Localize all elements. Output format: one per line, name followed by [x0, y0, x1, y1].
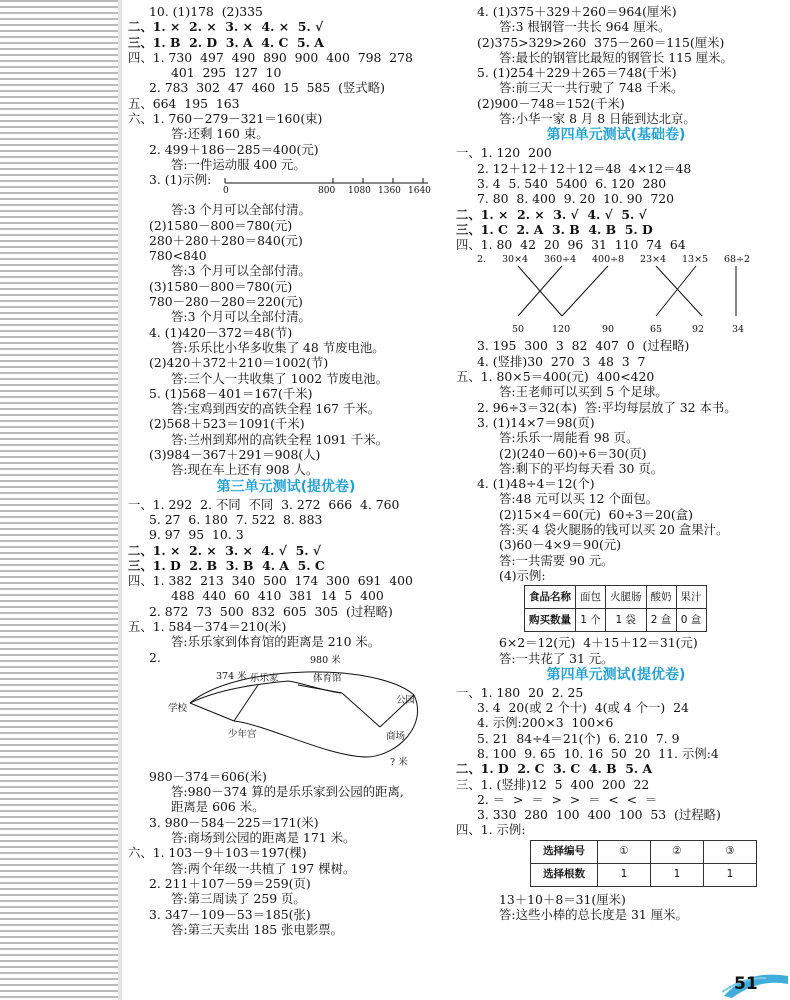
match-bottom-item: 92	[692, 324, 705, 336]
tick-label: 1640	[408, 186, 431, 197]
match-bottom-item: 120	[552, 324, 571, 336]
answer-line: 答:980－374 算的是乐乐家到公园的距离,	[171, 784, 404, 800]
answer-line: 2. 499＋186－285＝400(元)	[149, 141, 319, 157]
match-label: 2.	[477, 254, 487, 266]
answer-line: 4. (1)375＋329＋260＝964(厘米)	[477, 4, 677, 19]
answer-line: 三、1. (竖排)12 5 400 200 22	[456, 776, 650, 792]
answer-line: (3)984－367＋291＝908(人)	[149, 447, 321, 463]
stick-table-wrap	[456, 838, 776, 892]
answer-line: 3. 4 20(或 2 个十) 4(或 4 个一) 24	[477, 700, 689, 716]
answer-line: 13＋10＋8＝31(厘米)	[499, 891, 626, 907]
answer-line: 五、664 195 163	[128, 95, 240, 111]
match-top-item: 13×5	[682, 254, 709, 266]
answer-line: 780<840	[149, 248, 207, 264]
answer-line: 一、1. 292 2. 不同 不同 3. 272 666 4. 760	[128, 496, 400, 512]
left-column	[128, 4, 444, 937]
answer-line: 5. 21 84÷4＝21(个) 6. 210 7. 9	[477, 730, 680, 746]
answer-line: 距离是 606 米。	[171, 799, 265, 815]
answer-line: 6×2＝12(元) 4＋15＋12＝31(元)	[499, 635, 698, 651]
answer-line: 四、1. 382 213 340 500 174 300 691 400	[128, 573, 413, 589]
answer-line: 3. 4 5. 540 5400 6. 120 280	[477, 175, 667, 191]
answer-line: 3. 330 280 100 400 100 53 (过程略)	[477, 807, 721, 823]
table-cell: ②	[651, 840, 704, 863]
answer-line: 答:现在车上还有 908 人。	[171, 462, 319, 478]
diagram-label-mall: 商场	[386, 730, 406, 742]
answer-line: 二、1. × 2. × 3. × 4. × 5. √	[128, 19, 324, 35]
answer-line: 2. 872 73 500 832 605 305 (过程略)	[149, 603, 393, 619]
answer-line: 答:兰州到郑州的高铁全程 1091 千米。	[171, 431, 389, 447]
answer-line: 答:商场到公园的距离是 171 米。	[171, 830, 356, 846]
table-row	[525, 609, 707, 632]
answer-line: 3. (1)14×7＝98(页)	[477, 414, 595, 430]
table-cell: 选择根数	[531, 863, 598, 886]
answer-line: 2. 211＋107－59＝259(页)	[149, 875, 311, 891]
answer-line: 488 440 60 410 381 14 5 400	[171, 588, 384, 604]
answer-line: 10. (1)178 (2)335	[149, 4, 263, 19]
match-top-item: 360÷4	[544, 254, 577, 266]
answer-line: 三、1. B 2. D 3. A 4. C 5. A	[128, 34, 324, 50]
answer-line: 二、1. × 2. × 3. √ 4. √ 5. √	[456, 206, 647, 222]
stick-table	[530, 840, 757, 887]
answer-line: 一、1. 180 20 2. 25	[456, 684, 584, 700]
table-cell: 1	[598, 863, 651, 886]
answer-line: 3. 980－584－225＝171(米)	[149, 814, 319, 830]
tick-label: 1080	[348, 186, 371, 197]
answer-line: (2)15×4＝60(元) 60÷3＝20(盒)	[499, 506, 693, 522]
answer-line: 5. (1)568－401＝167(千米)	[149, 385, 313, 401]
answer-line: 答:前三天一共行驶了 748 千米。	[499, 80, 684, 96]
answer-line: 答:乐乐一周能看 98 页。	[499, 430, 639, 446]
answer-line: (3)60－4×9＝90(元)	[499, 537, 622, 553]
answer-line: 5. 27 6. 180 7. 522 8. 883	[149, 511, 323, 527]
answer-line: 答:一共花了 31 元。	[499, 650, 614, 666]
answer-line: (2)420＋372＋210＝1002(节)	[149, 355, 329, 371]
answer-line: 4. (1)420－372＝48(节)	[149, 324, 293, 340]
answer-line: 答:3 根钢管一共长 964 厘米。	[499, 19, 671, 35]
right-column	[456, 4, 776, 922]
answer-line: 答:宝鸡到西安的高铁全程 167 千米。	[171, 401, 381, 417]
diagram-label-park: 公园	[396, 694, 416, 706]
answer-line: 答:3 个月可以全部付清。	[171, 202, 311, 218]
answer-line: 六、1. 103－9＋103＝197(棵)	[128, 845, 307, 861]
answer-line: 六、1. 760－279－321＝160(束)	[128, 111, 323, 127]
matching-lines	[456, 252, 776, 338]
answer-line: 答:剩下的平均每天看 30 页。	[499, 460, 664, 476]
tick-label: 1360	[378, 186, 401, 197]
table-cell: 1	[704, 863, 757, 886]
answer-line: 二、1. × 2. × 3. × 4. √ 5. √	[128, 542, 321, 558]
match-bottom-item: 50	[512, 324, 525, 336]
answer-line: 答:第三周读了 259 页。	[171, 891, 306, 907]
answer-line: 401 295 127 10	[171, 65, 282, 81]
answer-line: 3. 195 300 3 82 407 0 (过程略)	[477, 338, 690, 354]
table-cell: 1 袋	[606, 609, 647, 632]
match-bottom-item: 90	[602, 324, 615, 336]
answer-line: 答:这些小棒的总长度是 31 厘米。	[499, 907, 688, 923]
table-cell: 选择编号	[531, 840, 598, 863]
section-heading: 第四单元测试(提优卷)	[546, 666, 686, 683]
diagram-label-top: 980 米	[310, 654, 341, 666]
answer-line: 答:还剩 160 束。	[171, 126, 269, 142]
answer-line: 答:第三天卖出 185 张电影票。	[171, 921, 343, 937]
tick-label: 0	[223, 186, 229, 197]
table-cell: 1 个	[576, 609, 606, 632]
answer-line: (2)900－748＝152(千米)	[477, 95, 625, 111]
answer-line: (4)示例:	[499, 567, 546, 583]
answer-line: 3. 347－109－53＝185(张)	[149, 906, 311, 922]
answer-line: 答:乐乐比小华多收集了 48 节废电池。	[171, 339, 385, 355]
table-row	[531, 863, 757, 886]
number-line-label: 3. (1)示例:	[149, 172, 212, 188]
page-number-badge	[722, 966, 790, 1000]
answer-line: 9. 97 95 10. 3	[149, 527, 244, 543]
answer-line: (2)375>329>260 375－260＝115(厘米)	[477, 34, 725, 50]
table-cell: 火腿肠	[606, 586, 647, 609]
diagram-label-home: 乐乐家	[250, 672, 279, 684]
match-bottom-item: 34	[732, 324, 745, 336]
answer-line: 二、1. D 2. C 3. C 4. B 5. A	[456, 761, 653, 777]
matching-diagram	[456, 252, 776, 338]
answer-line: 7. 80 8. 400 9. 20 10. 90 720	[477, 191, 675, 207]
answer-line: 2. 96÷3＝32(本) 答:平均每层放了 32 本书。	[477, 399, 737, 415]
match-top-item: 68÷2	[724, 254, 751, 266]
answer-line: 答:两个年级一共植了 197 棵树。	[171, 860, 356, 876]
answer-line: 答:一共需要 90 元。	[499, 552, 614, 568]
match-top-item: 30×4	[502, 254, 529, 266]
answer-line: 答:3 个月可以全部付清。	[171, 263, 311, 279]
striped-margin	[0, 0, 118, 1000]
answer-line: (2)(240－60)÷6＝30(页)	[499, 445, 647, 461]
answer-line: 三、1. D 2. B 3. B 4. A 5. C	[128, 557, 325, 573]
answer-line: 2.	[149, 649, 161, 665]
page-number: 51	[734, 974, 758, 994]
table-cell: ①	[598, 840, 651, 863]
answer-line: 980－374＝606(米)	[149, 768, 267, 784]
answer-line: 280＋280＋280＝840(元)	[149, 232, 303, 248]
food-table	[524, 585, 707, 632]
answer-line: 答:乐乐家到体育馆的距离是 210 米。	[171, 634, 381, 650]
answer-line: 四、1. 示例:	[456, 822, 526, 838]
answer-line: 答:一件运动服 400 元。	[171, 156, 306, 172]
table-cell: 面包	[576, 586, 606, 609]
margin-edge	[118, 0, 122, 1000]
table-cell: 1	[651, 863, 704, 886]
answer-line: 4. (1)48÷4＝12(个)	[477, 476, 595, 492]
diagram-label-gym: 体育馆	[313, 672, 342, 684]
table-cell: 食品名称	[525, 586, 576, 609]
answer-line: (2)1580－800＝780(元)	[149, 217, 293, 233]
diagram-label-374: 374 米	[216, 670, 247, 682]
answer-line: 780－280－280＝220(元)	[149, 294, 303, 310]
answer-line: 四、1. 730 497 490 890 900 400 798 278	[128, 49, 413, 65]
table-row	[525, 586, 707, 609]
answer-line: 答:3 个月可以全部付清。	[171, 309, 311, 325]
answer-line: 五、1. 80×5＝400(元) 400<420	[456, 369, 655, 385]
answer-line: 4. 示例:200×3 100×6	[477, 715, 614, 731]
answer-line: (2)568＋523＝1091(千米)	[149, 416, 305, 432]
answer-line: 5. (1)254＋229＋265＝748(千米)	[477, 65, 677, 81]
answer-line: 4. (竖排)30 270 3 48 3 7	[477, 353, 646, 369]
section-heading: 第三单元测试(提优卷)	[216, 478, 356, 495]
table-cell: ③	[704, 840, 757, 863]
number-line	[128, 172, 444, 202]
match-bottom-item: 65	[650, 324, 663, 336]
section-heading: 第四单元测试(基础卷)	[546, 127, 686, 144]
route-diagram-lines	[128, 665, 444, 769]
answer-line: 四、1. 80 42 20 96 31 110 74 64	[456, 237, 686, 253]
diagram-label-school: 学校	[168, 702, 188, 714]
tick-label: 800	[318, 186, 336, 197]
diagram-label-palace: 少年宫	[228, 728, 257, 740]
table-row	[531, 840, 757, 863]
table-cell: 酸奶	[646, 586, 676, 609]
answer-line: 2. ＝ > ＝ > > ＝ < < ＝	[477, 791, 658, 807]
diagram-label-question: ? 米	[390, 756, 408, 768]
answer-line: (3)1580－800＝780(元)	[149, 278, 293, 294]
answer-line: 答:买 4 袋火腿肠的钱可以买 20 盒果汁。	[499, 522, 729, 538]
table-cell: 购买数量	[525, 609, 576, 632]
answer-line: 2. 783 302 47 460 15 585 (竖式略)	[149, 80, 385, 96]
answer-line: 答:小华一家 8 月 8 日能到达北京。	[499, 111, 696, 127]
answer-line: 2. 12＋12＋12＋12＝48 4×12＝48	[477, 160, 692, 176]
match-top-item: 23×4	[640, 254, 667, 266]
answer-line: 一、1. 120 200	[456, 145, 552, 161]
answer-line: 答:王老师可以买到 5 个足球。	[499, 384, 668, 400]
food-table-wrap	[456, 583, 776, 635]
answer-line: 答:三个人一共收集了 1002 节废电池。	[171, 370, 389, 386]
answer-line: 8. 100 9. 65 10. 16 50 20 11. 示例:4	[477, 745, 719, 761]
answer-line: 答:最长的钢管比最短的钢管长 115 厘米。	[499, 49, 733, 65]
route-diagram	[128, 654, 444, 769]
answer-line: 答:48 元可以买 12 个面包。	[499, 491, 659, 507]
table-cell: 0 盒	[676, 609, 706, 632]
answer-line: 三、1. C 2. A 3. B 4. B 5. D	[456, 221, 653, 237]
table-cell: 2 盒	[646, 609, 676, 632]
answer-line: 五、1. 584－374＝210(米)	[128, 618, 287, 634]
match-top-item: 400÷8	[592, 254, 625, 266]
table-cell: 果汁	[676, 586, 706, 609]
